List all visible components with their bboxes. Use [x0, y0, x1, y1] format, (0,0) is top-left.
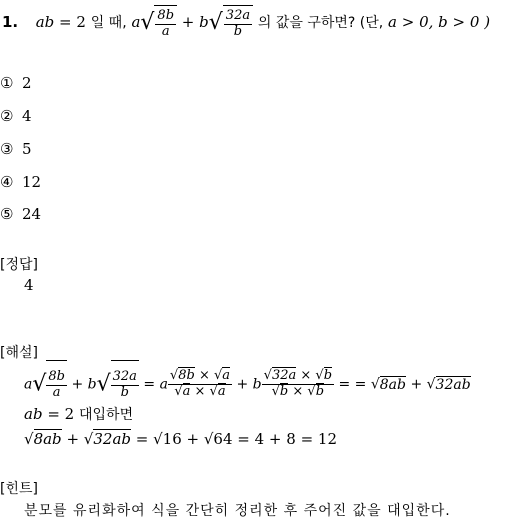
expr-a: a — [131, 13, 141, 31]
choice-3[interactable] — [0, 140, 32, 158]
question-number: 1. — [2, 13, 19, 31]
choice-5-number: ⑤ — [0, 205, 14, 223]
line2-text: 대입하면 — [79, 407, 134, 423]
hint-label: [힌트] — [0, 481, 38, 497]
question-line — [2, 4, 490, 40]
condition-lhs: ab — [35, 13, 55, 31]
choice-2-value: 4 — [22, 107, 32, 125]
line2-ab: ab — [24, 405, 43, 423]
sqrt-frac1: √ $\frac{8b}{a}$ — [140, 4, 177, 42]
cond2: b > 0 ) — [438, 13, 491, 31]
choice-3-number: ③ — [0, 140, 14, 158]
expr-b: b — [199, 13, 209, 31]
answer-value: 4 — [24, 276, 34, 294]
answer-label: [정답] — [0, 257, 38, 273]
frac1-numerator: 8b — [157, 8, 175, 24]
cond1: a > 0, — [388, 13, 434, 31]
frac2-numerator: 32a — [225, 8, 251, 24]
choice-4-number: ④ — [0, 173, 14, 191]
frac1-denominator: a — [161, 24, 170, 40]
condition-rhs: = 2 — [59, 13, 86, 31]
choice-4[interactable] — [0, 173, 41, 191]
explanation-line-2 — [24, 404, 133, 424]
frac2-denominator: b — [233, 24, 243, 40]
sqrt-frac2: √ $\frac{32a}{b}$ — [209, 4, 253, 42]
choice-1-value: 2 — [22, 74, 32, 92]
choice-2-number: ② — [0, 107, 14, 125]
ilttae-text: 일 때, — [90, 15, 127, 31]
choice-4-value: 12 — [22, 173, 42, 191]
explanation-line-3: √8ab + √32ab = √16 + √64 = 4 + 8 = 12 — [24, 430, 337, 448]
line2-eq: = 2 — [47, 405, 75, 423]
choice-5[interactable] — [0, 205, 41, 223]
line3-result: = √16 + √64 = 4 + 8 = 12 — [135, 430, 337, 448]
choice-2[interactable] — [0, 107, 32, 125]
plus-sign: + — [181, 13, 195, 31]
explanation-label: [해설] — [0, 345, 38, 361]
choice-5-value: 24 — [22, 205, 42, 223]
explanation-line-1: a√ $\frac{8b}{a}$ + b√ $\frac{32a}{b}$ = a $\frac{√8b \times √a}{√a \times √a}$ + b $\frac{√32a \times √b}{√b \times √b}$ = = √8ab + √32ab — [24, 360, 471, 408]
choice-1[interactable] — [0, 74, 32, 92]
choice-1-number: ① — [0, 74, 14, 92]
question-tail: 의 값을 구하면? (단, — [257, 15, 384, 31]
hint-text: 분모를 유리화하여 식을 간단히 정리한 후 주어진 값을 대입한다. — [24, 503, 451, 519]
choice-3-value: 5 — [22, 140, 32, 158]
